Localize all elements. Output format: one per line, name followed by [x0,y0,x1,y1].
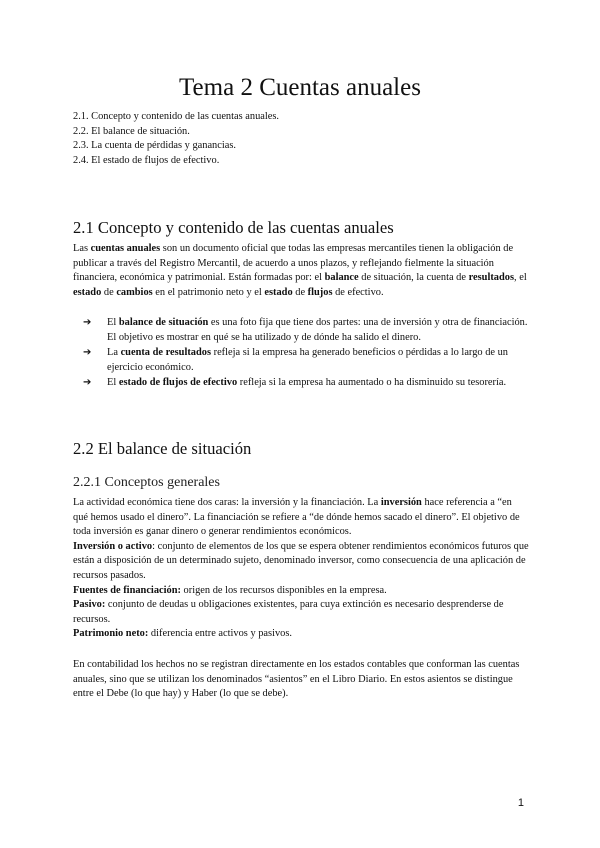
table-of-contents [73,110,279,168]
list-item: ➔ La cuenta de resultados refleja si la empresa ha generado beneficios o pérdidas a lo largo de un ejercicio económico. [83,347,508,373]
toc-item: 2.1. Concepto y contenido de las cuentas anuales. [73,111,280,122]
arrow-bullet-icon: ➔ [83,347,92,359]
definition: Inversión o activo: conjunto de elementos de los que se espera obtener rendimientos económicos futuros que están a disposición de un determinado sujeto, denominado inversor, como consecuencia de una aplicación de recursos pasados. [73,540,529,581]
page-number: 1 [517,797,524,809]
list-item: ➔ El balance de situación es una foto fija que tiene dos partes: una de inversión y otra de financiación. El objetivo es mostrar en qué se ha utilizado y de dónde ha salido el dinero. [83,317,528,343]
section-2-1-paragraph: Las cuentas anuales son un documento oficial que todas las empresas mercantiles tienen la obligación de publicar a través del Registro Mercantil, de acuerdo a unos plazos, y reflejando fielmente la situación financiera, económica y patrimonial. Están formadas por: el balance de situación, la cuenta de resultados, el estado de cambios en el patrimonio neto y el estado de flujos de efectivo. [73,243,527,298]
section-2-2-closing-paragraph: En contabilidad los hechos no se registran directamente en los estados contables que conforman las cuentas anuales, sino que se utilizan los denominados “asientos” en el Libro Diario. En estos asientos se distingue entre el Debe (lo que hay) y Haber (lo que se debe). [73,659,520,700]
section-2-1-bullet-list [73,316,529,392]
section-heading-2-2: 2.2 El balance de situación [73,439,252,458]
list-item: ➔ El estado de flujos de efectivo refleja si la empresa ha aumentado o ha disminuido su tesorería. [73,376,529,391]
toc-item: 2.3. La cuenta de pérdidas y ganancias. [73,140,237,152]
definition: Fuentes de financiación: origen de los recursos disponibles en la empresa. [73,584,387,596]
definition: Pasivo: conjunto de deudas u obligaciones existentes, para cuya extinción es necesario desprenderse de recursos. [73,599,504,625]
toc-item: 2.2. El balance de situación. [73,125,190,137]
page-title: Tema 2 Cuentas anuales [179,74,421,101]
section-2-2-body [73,496,529,642]
paragraph: La actividad económica tiene dos caras: la inversión y la financiación. La inversión hace referencia a “en qué hemos usado el dinero”. La financiación se refiere a “de dónde hemos sacado el dinero”. El objetivo de toda inversión es ganar dinero o generar rendimientos económicos. [73,497,520,538]
section-heading-2-1: 2.1 Concepto y contenido de las cuentas anuales [73,218,394,237]
toc-item: 2.4. El estado de flujos de efectivo. [73,154,220,166]
definition: Patrimonio neto: diferencia entre activos y pasivos. [73,628,293,640]
arrow-bullet-icon: ➔ [83,317,92,328]
subsection-heading-2-2-1: 2.2.1 Conceptos generales [73,475,220,490]
arrow-bullet-icon: ➔ [83,377,92,389]
